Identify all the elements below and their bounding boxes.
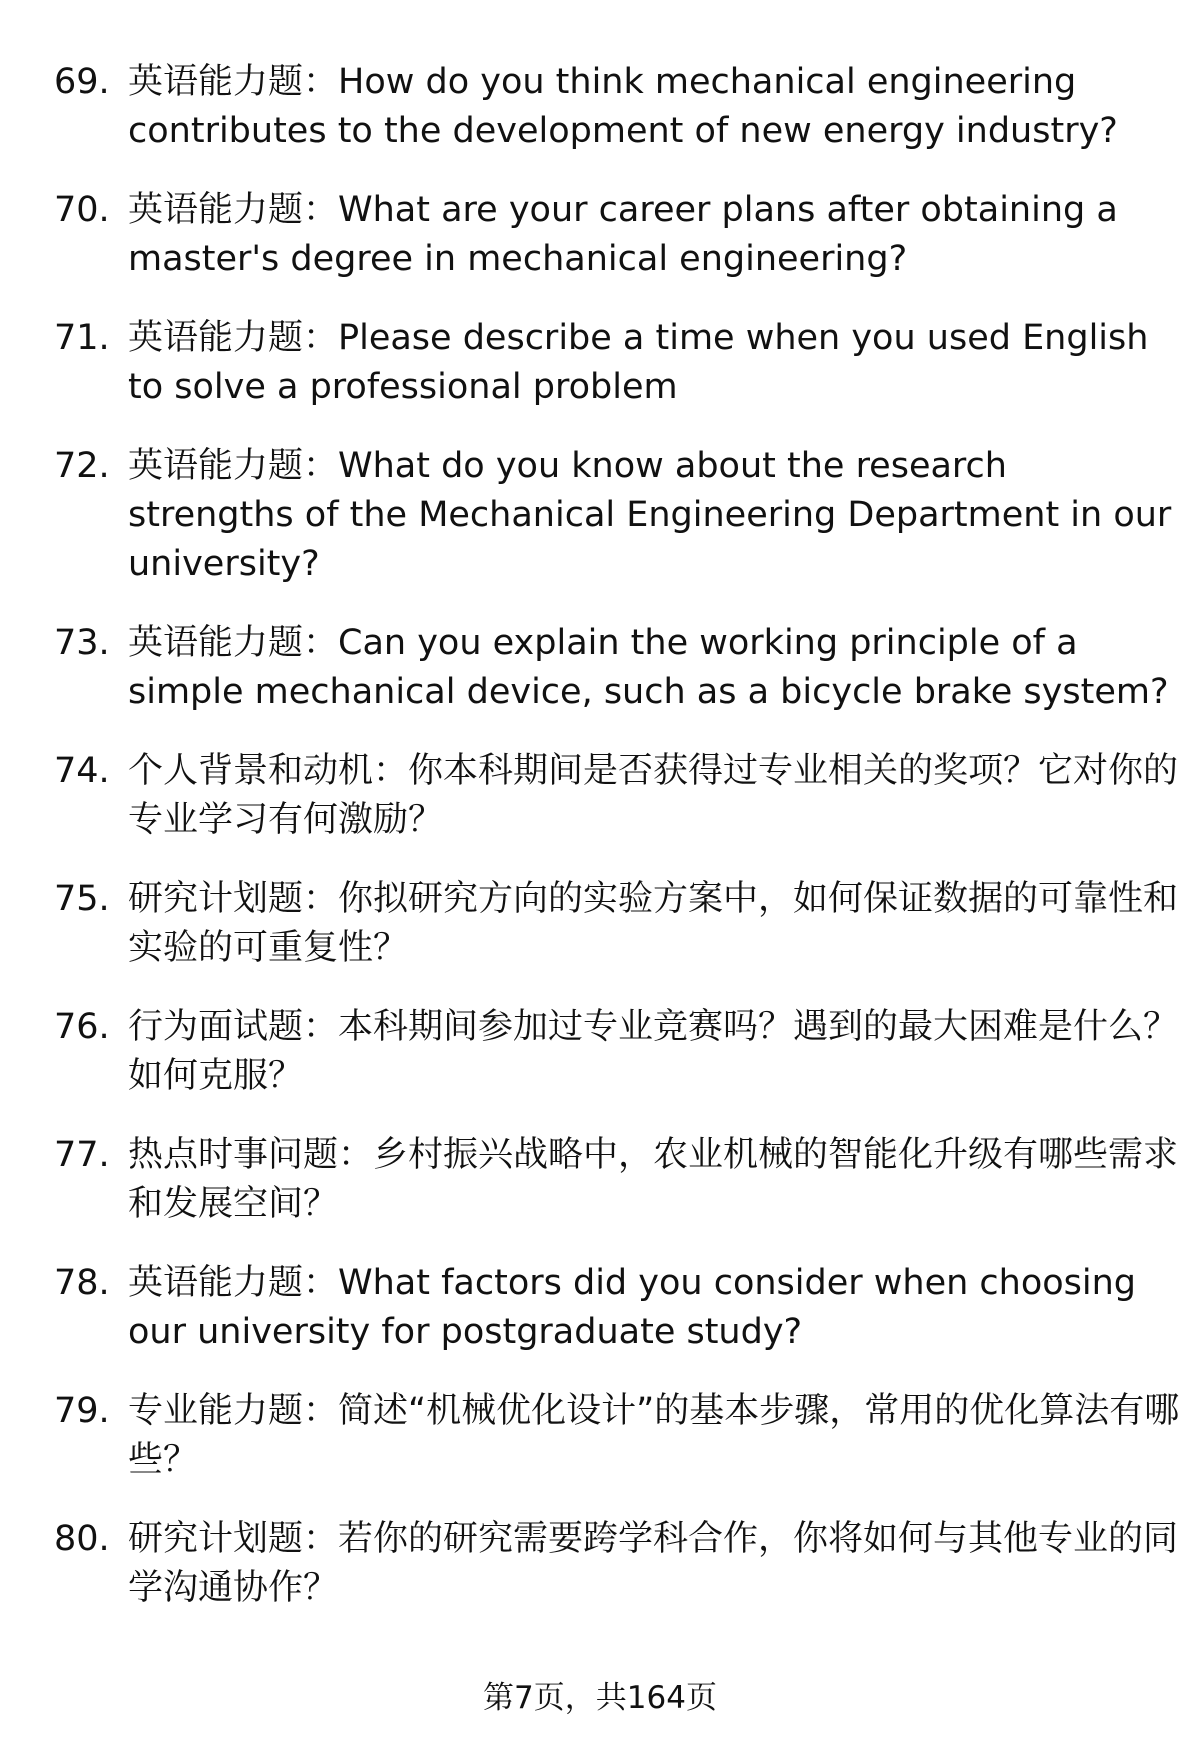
question-item-70	[0, 186, 1200, 284]
question-item-75	[0, 875, 1200, 973]
question-text: 英语能力题：How do you think mechanical engineering contributes to the development of new energy industry?	[128, 62, 1118, 151]
question-list	[0, 58, 1200, 1643]
question-number: 73.	[54, 623, 110, 663]
question-number: 80.	[54, 1519, 110, 1559]
question-item-79	[0, 1387, 1200, 1485]
question-item-74	[0, 747, 1200, 845]
question-text: 研究计划题：你拟研究方向的实验方案中，如何保证数据的可靠性和实验的可重复性？	[128, 879, 1179, 968]
question-number: 76.	[54, 1007, 110, 1047]
question-text: 英语能力题：What are your career plans after obtaining a master's degree in mechanical engineering?	[128, 190, 1118, 279]
question-number: 75.	[54, 879, 110, 919]
question-number: 69.	[54, 62, 110, 102]
question-item-80	[0, 1515, 1200, 1613]
question-text: 英语能力题：Please describe a time when you used English to solve a professional problem	[128, 318, 1149, 407]
question-text: 专业能力题：简述“机械优化设计”的基本步骤，常用的优化算法有哪些？	[128, 1391, 1180, 1480]
question-item-71	[0, 314, 1200, 412]
question-item-69	[0, 58, 1200, 156]
question-item-77	[0, 1131, 1200, 1229]
question-text: 英语能力题：Can you explain the working principle of a simple mechanical device, such as a bicycle brake system?	[128, 623, 1169, 712]
question-text: 英语能力题：What do you know about the research strengths of the Mechanical Engineering Department in our university?	[128, 446, 1172, 584]
page-number-footer: 第7页，共164页	[483, 1680, 717, 1716]
question-text: 热点时事问题：乡村振兴战略中，农业机械的智能化升级有哪些需求和发展空间？	[128, 1135, 1179, 1224]
question-item-72	[0, 442, 1200, 589]
question-text: 研究计划题：若你的研究需要跨学科合作，你将如何与其他专业的同学沟通协作？	[128, 1519, 1179, 1608]
question-number: 78.	[54, 1263, 110, 1303]
question-text: 行为面试题：本科期间参加过专业竞赛吗？遇到的最大困难是什么？如何克服？	[128, 1007, 1179, 1096]
question-text: 英语能力题：What factors did you consider when choosing our university for postgraduate study?	[128, 1263, 1137, 1352]
question-item-78	[0, 1259, 1200, 1357]
question-number: 71.	[54, 318, 110, 358]
question-item-73	[0, 619, 1200, 717]
question-number: 70.	[54, 190, 110, 230]
question-number: 79.	[54, 1391, 110, 1431]
question-number: 72.	[54, 446, 110, 486]
question-number: 77.	[54, 1135, 110, 1175]
question-number: 74.	[54, 751, 110, 791]
question-text: 个人背景和动机：你本科期间是否获得过专业相关的奖项？它对你的专业学习有何激励？	[128, 751, 1179, 840]
question-item-76	[0, 1003, 1200, 1101]
